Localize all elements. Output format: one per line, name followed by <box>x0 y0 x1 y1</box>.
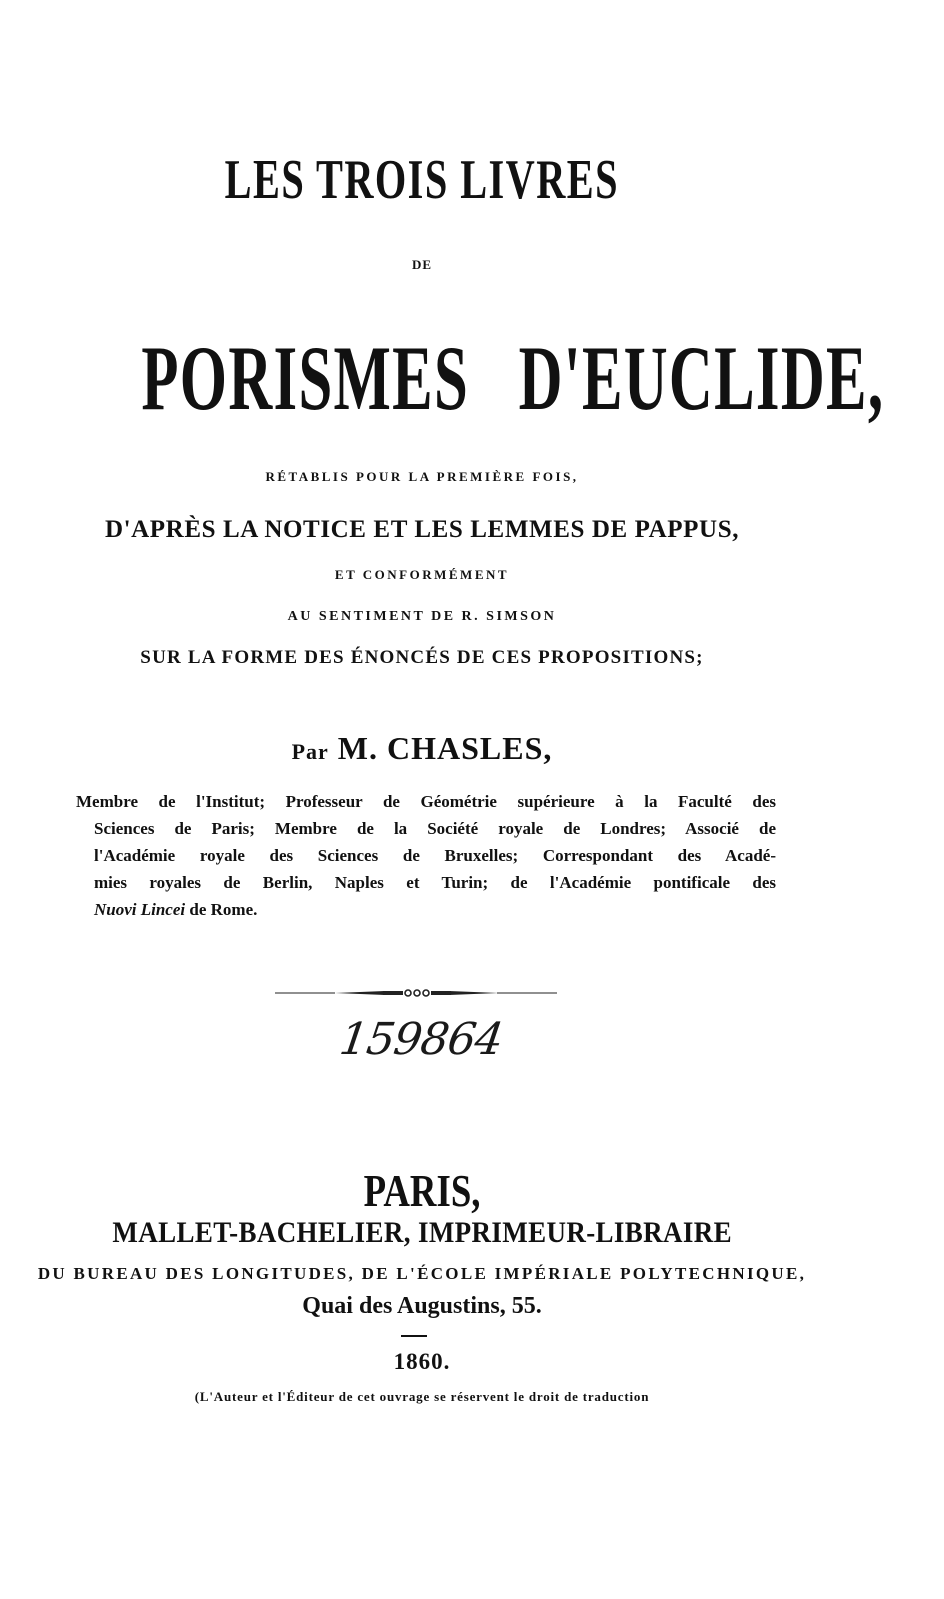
credentials-rest: de Rome. <box>185 900 258 919</box>
credentials-line: Membre de l'Institut; Professeur de Géométrie supérieure à la Faculté des <box>76 792 776 811</box>
author-par: Par <box>291 739 329 764</box>
credentials-italic: Nuovi Lincei <box>94 900 186 919</box>
credentials-line: Sciences de Paris; Membre de la Société royale de Londres; Associé de <box>94 819 776 838</box>
imprint-bureau: DU BUREAU DES LONGITUDES, DE L'ÉCOLE IMPÉRIALE POLYTECHNIQUE, <box>37 1264 807 1283</box>
credentials-line: l'Académie royale des Sciences de Bruxelles; Correspondant des Acadé- <box>94 846 776 865</box>
author-line <box>0 732 894 764</box>
imprint-rule <box>401 1335 427 1337</box>
imprint-city: PARIS, <box>363 1165 481 1216</box>
title-line-2: PORISMES D'EUCLIDE, <box>141 327 885 429</box>
credentials-line: mies royales de Berlin, Naples et Turin; de l'Académie pontificale des <box>94 873 776 892</box>
title-line-1: LES TROIS LIVRES <box>224 149 620 211</box>
handwritten-catalog-number: 159864 <box>336 1014 506 1065</box>
subtitle-conformement: ET CONFORMÉMENT <box>334 567 510 582</box>
ornament-divider-icon <box>275 987 557 999</box>
subtitle-dapres: D'APRÈS LA NOTICE ET LES LEMMES DE PAPPUS, <box>104 516 740 543</box>
imprint-publisher: MALLET-BACHELIER, IMPRIMEUR-LIBRAIRE <box>112 1216 732 1249</box>
author-name: M. CHASLES, <box>337 730 553 766</box>
imprint-address: Quai des Augustins, 55. <box>302 1293 542 1319</box>
subtitle-sentiment: AU SENTIMENT DE R. SIMSON <box>287 609 557 624</box>
credentials-line <box>94 896 776 923</box>
title-connector: DE <box>411 257 433 272</box>
subtitle-forme: SUR LA FORME DES ÉNONCÉS DE CES PROPOSITIONS; <box>140 647 704 668</box>
imprint-year: 1860. <box>393 1349 451 1374</box>
subtitle-retablis: RÉTABLIS POUR LA PREMIÈRE FOIS, <box>265 469 579 484</box>
author-credentials <box>76 788 776 923</box>
imprint-rights-note: (L'Auteur et l'Éditeur de cet ouvrage se réservent le droit de traduction <box>194 1389 650 1404</box>
